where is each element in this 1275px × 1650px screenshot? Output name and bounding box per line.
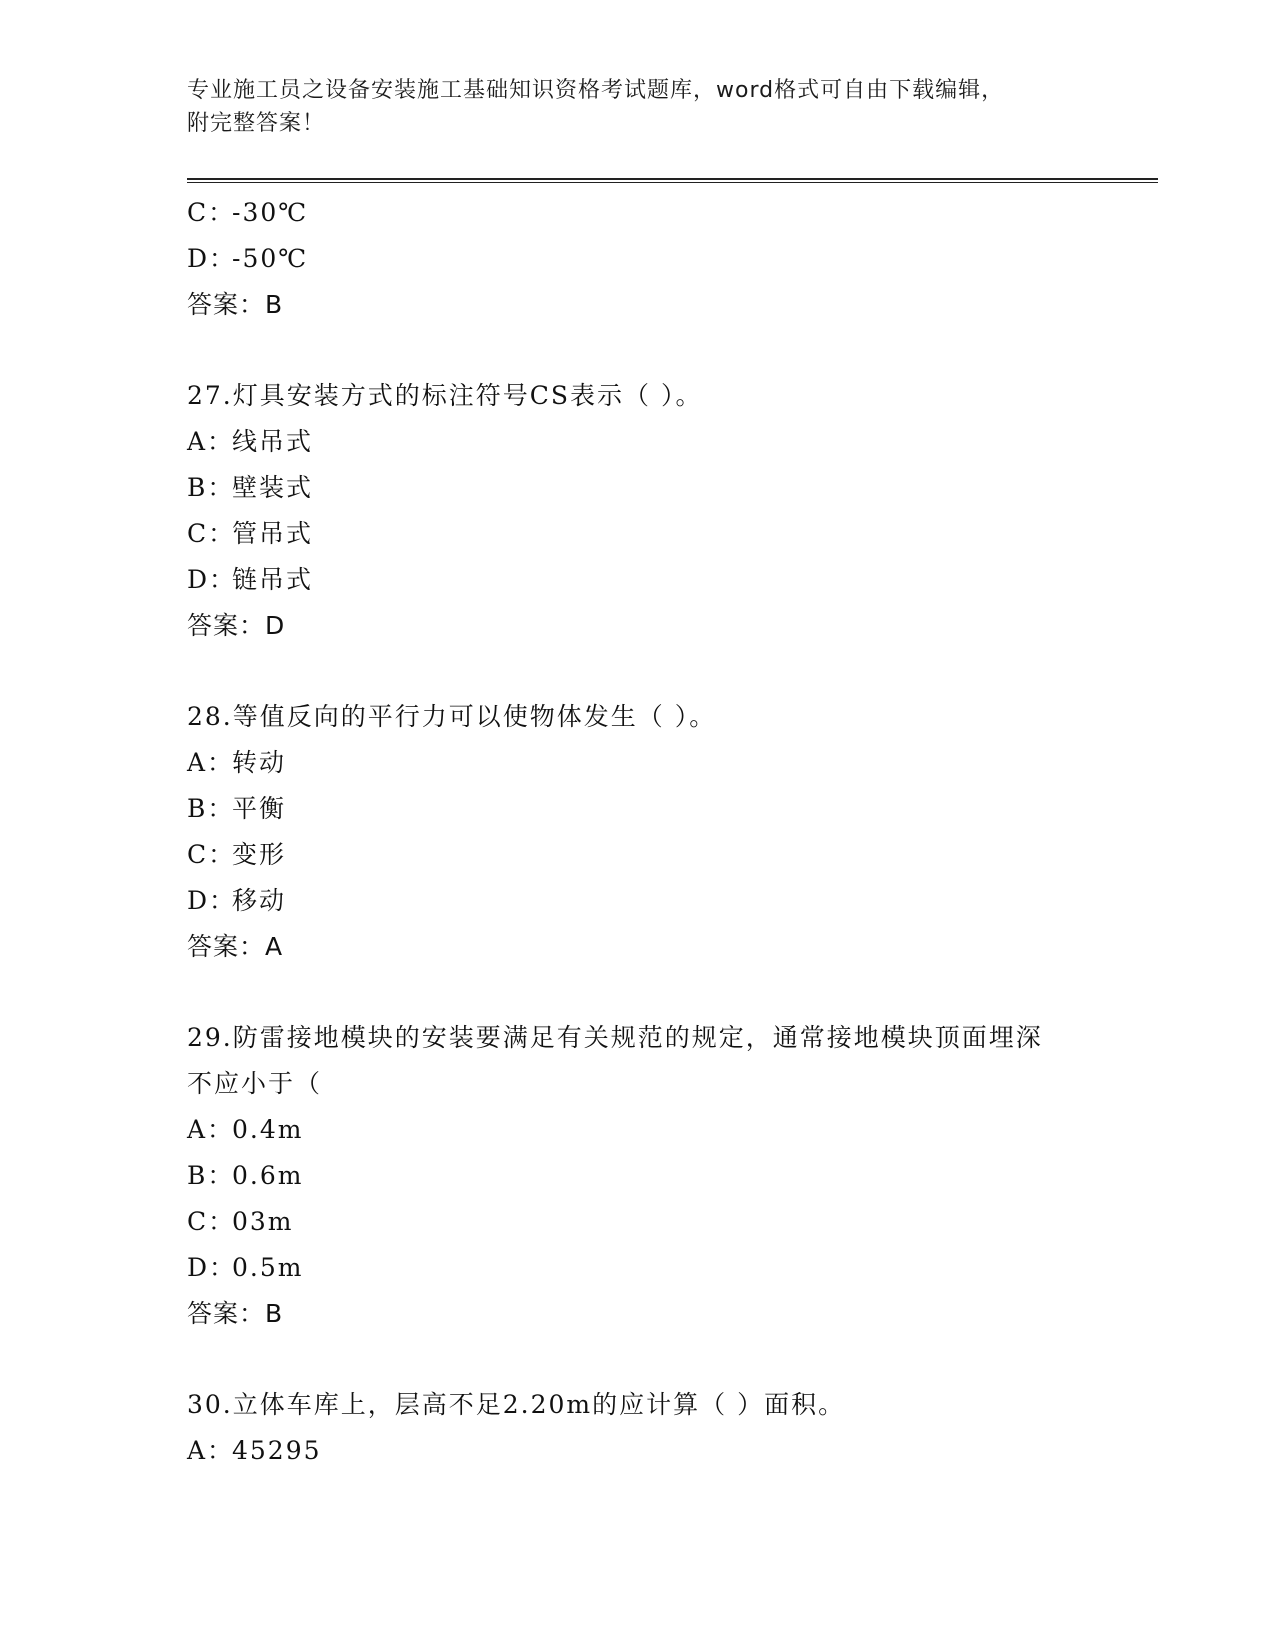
option-key: A： — [187, 1115, 235, 1144]
option-key: B： — [187, 794, 235, 823]
option-text: 壁装式 — [232, 473, 314, 502]
option-d — [187, 1245, 1147, 1291]
question-stem: 30.立体车库上，层高不足2.20m的应计算（ ）面积。 — [187, 1390, 846, 1419]
option-text: 0.5m — [232, 1253, 304, 1282]
option-text: 链吊式 — [232, 565, 314, 594]
option-text: 管吊式 — [232, 519, 314, 548]
answer-line: 答案：B — [187, 1299, 284, 1328]
answer-line: 答案：B — [187, 290, 284, 319]
question-27 — [187, 373, 1147, 649]
option-key: D： — [187, 244, 237, 273]
option-key: C： — [187, 840, 236, 869]
option-key: D： — [187, 1253, 237, 1282]
question-30 — [187, 1382, 1147, 1474]
option-key: C： — [187, 198, 236, 227]
header-divider — [187, 178, 1158, 183]
option-d — [187, 236, 1147, 282]
option-d — [187, 878, 1147, 924]
option-text: 变形 — [232, 840, 287, 869]
document-header — [187, 74, 1067, 140]
header-line-1: 专业施工员之设备安装施工基础知识资格考试题库，word格式可自由下载编辑， — [187, 78, 1005, 103]
option-a — [187, 419, 1147, 465]
option-c — [187, 511, 1147, 557]
option-c — [187, 832, 1147, 878]
option-text: 0.4m — [232, 1115, 304, 1144]
option-key: C： — [187, 519, 236, 548]
option-a — [187, 1428, 1147, 1474]
answer-line: 答案：A — [187, 932, 284, 961]
option-c — [187, 1199, 1147, 1245]
option-text: -30℃ — [232, 198, 309, 227]
option-c — [187, 190, 1147, 236]
option-key: D： — [187, 886, 237, 915]
option-key: B： — [187, 1161, 235, 1190]
option-b — [187, 465, 1147, 511]
option-key: B： — [187, 473, 235, 502]
option-text: 移动 — [232, 886, 287, 915]
question-28 — [187, 694, 1147, 970]
option-key: A： — [187, 427, 235, 456]
option-text: -50℃ — [232, 244, 309, 273]
option-key: D： — [187, 565, 237, 594]
answer-line: 答案：D — [187, 611, 286, 640]
option-d — [187, 557, 1147, 603]
option-text: 线吊式 — [232, 427, 314, 456]
option-a — [187, 1107, 1147, 1153]
option-text: 转动 — [232, 748, 287, 777]
option-a — [187, 740, 1147, 786]
option-text: 0.6m — [232, 1161, 304, 1190]
option-text: 平衡 — [232, 794, 287, 823]
option-key: A： — [187, 1436, 235, 1465]
question-list — [187, 190, 1147, 1474]
option-text: 45295 — [232, 1436, 322, 1465]
option-text: 03m — [232, 1207, 294, 1236]
option-b — [187, 1153, 1147, 1199]
header-line-2: 附完整答案！ — [187, 111, 326, 136]
option-key: C： — [187, 1207, 236, 1236]
option-b — [187, 786, 1147, 832]
question-carryover — [187, 190, 1147, 328]
question-stem: 28.等值反向的平行力可以使物体发生（ ）。 — [187, 702, 717, 731]
question-29 — [187, 1015, 1147, 1337]
question-stem: 29.防雷接地模块的安装要满足有关规范的规定，通常接地模块顶面埋深不应小于（ — [187, 1023, 1043, 1098]
question-stem: 27.灯具安装方式的标注符号CS表示（ ）。 — [187, 381, 703, 410]
option-key: A： — [187, 748, 235, 777]
